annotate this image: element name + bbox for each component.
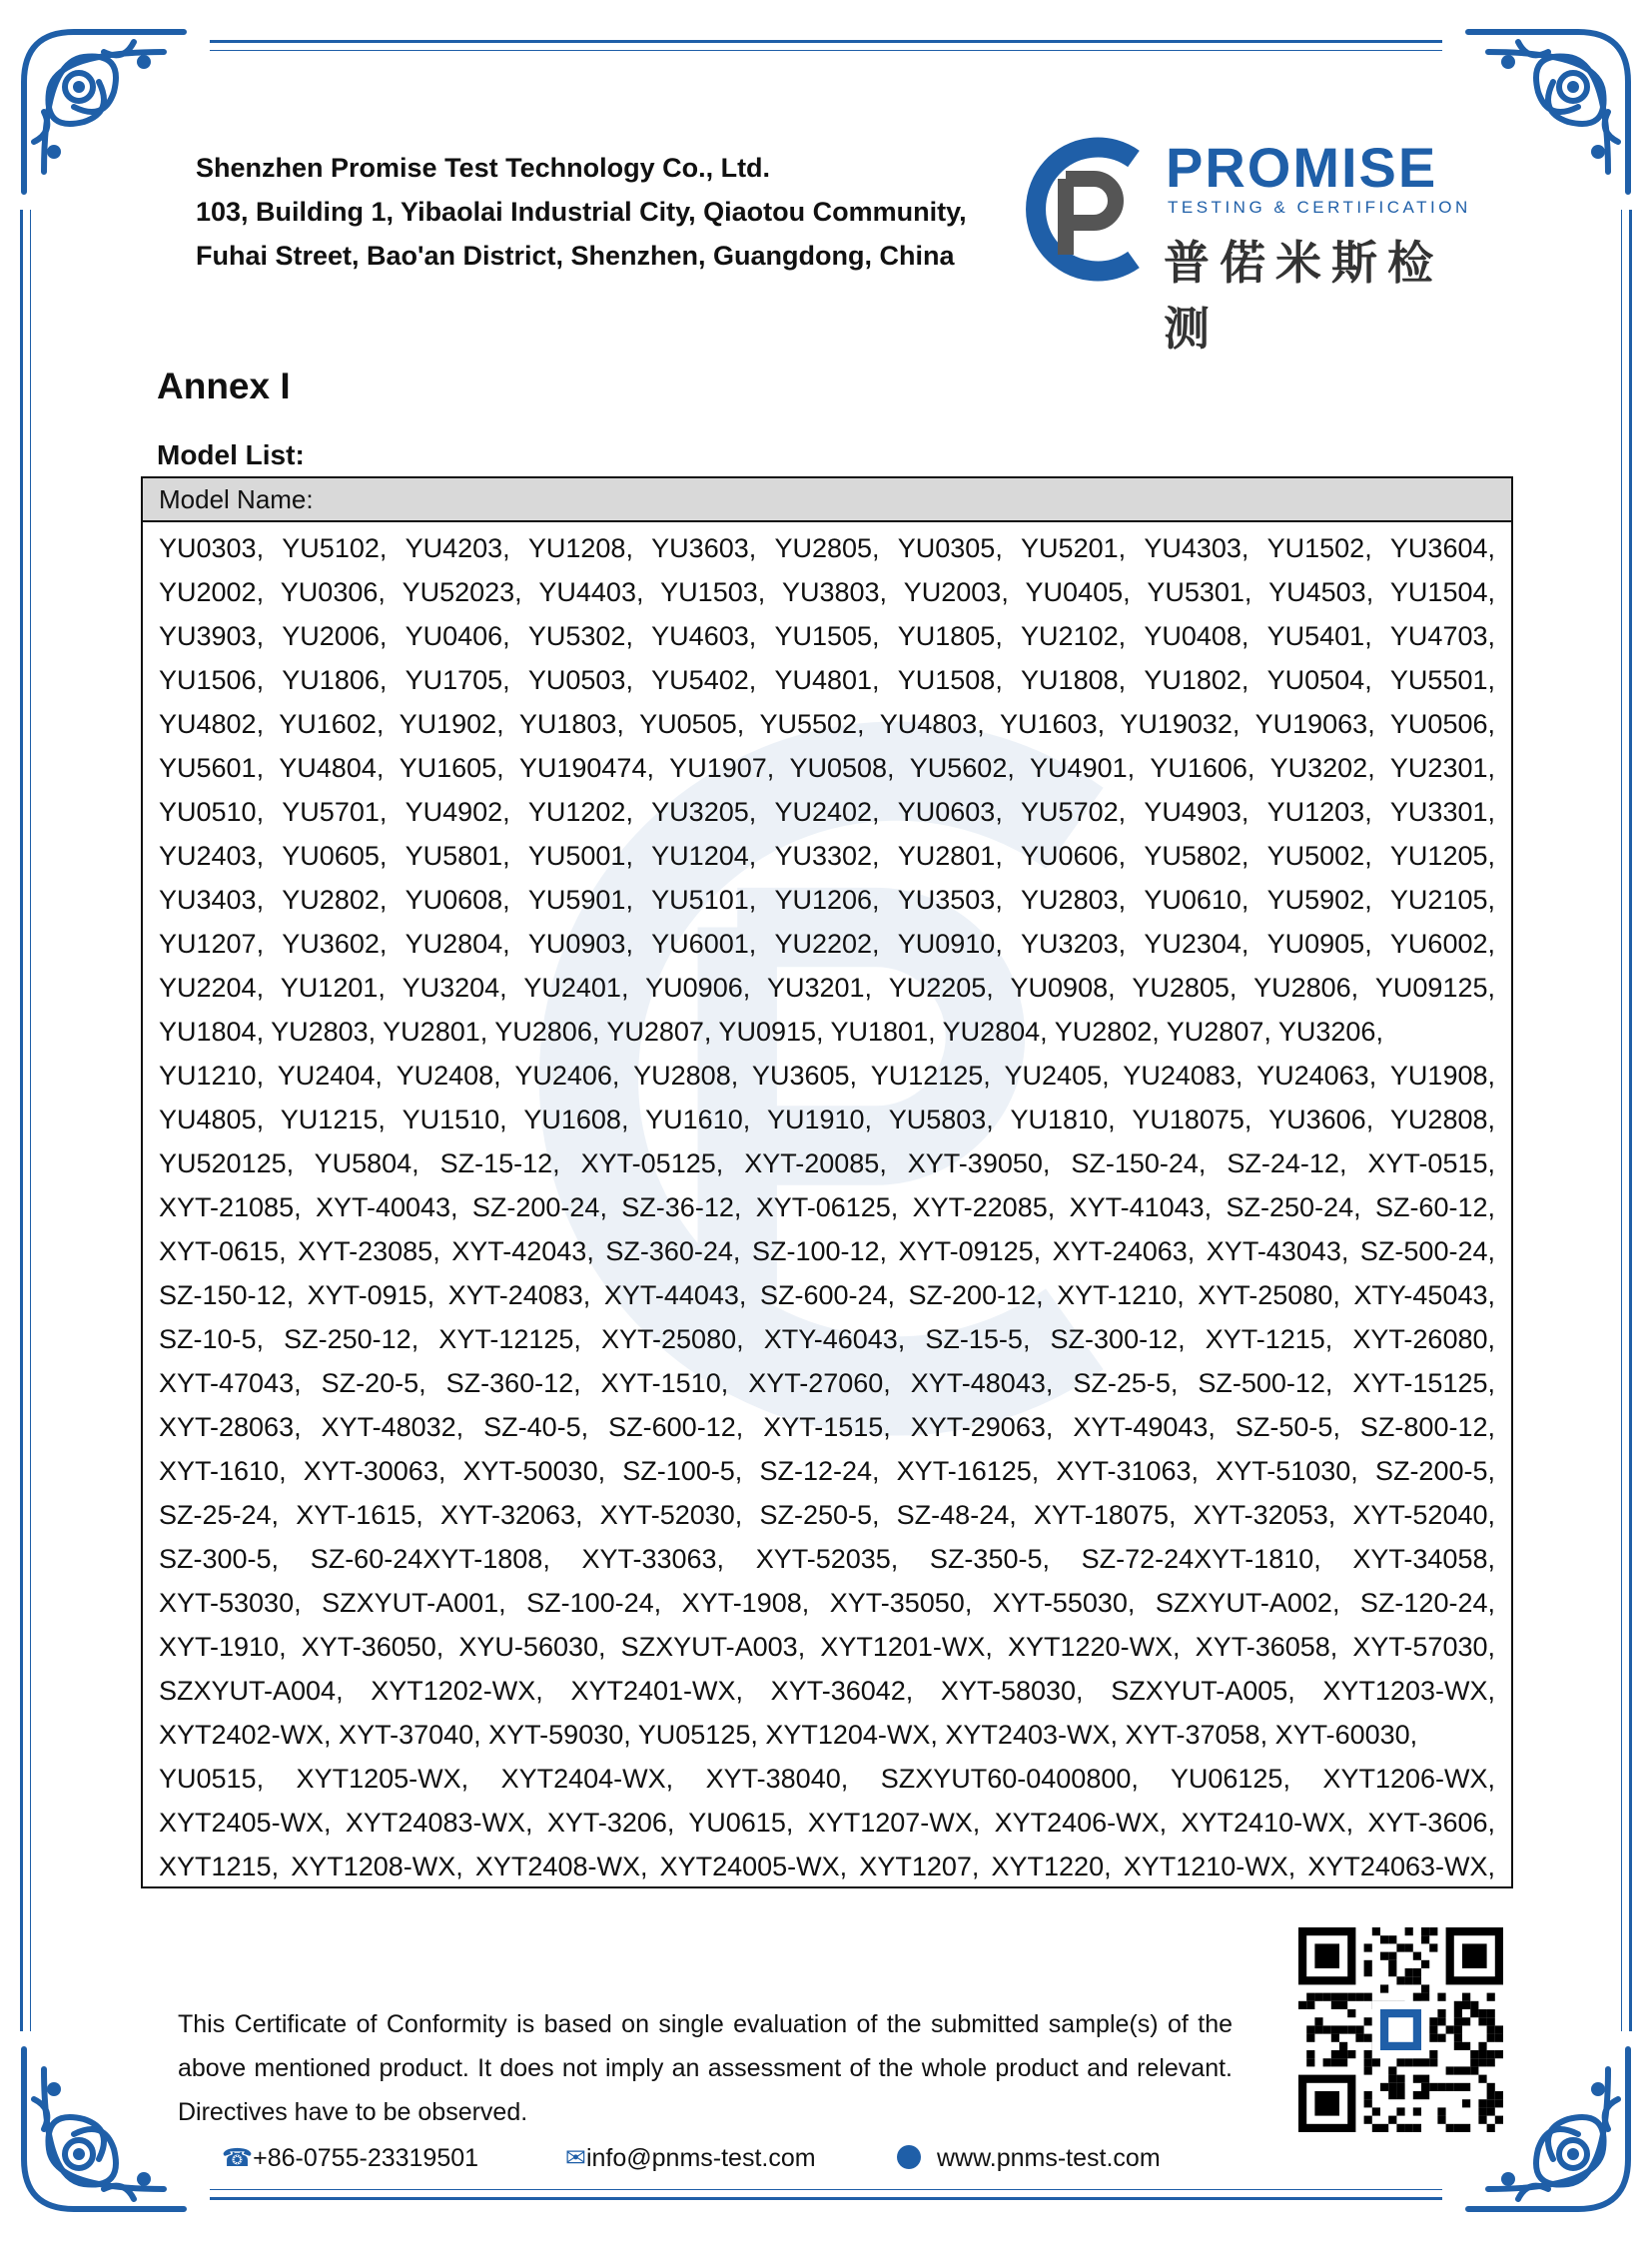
contact-phone	[222, 2143, 478, 2173]
model-row: XYT-1910, XYT-36050, XYU-56030, SZXYUT-A003, XYT1201-WX, XYT1220-WX, XYT-36058, XYT-57030,	[159, 1632, 1495, 1662]
logo-wordmark: PROMISE	[1166, 136, 1438, 199]
model-row: YU2403, YU0605, YU5801, YU5001, YU1204, YU3302, YU2801, YU0606, YU5802, YU5002, YU1205,	[159, 841, 1495, 871]
globe-icon	[897, 2145, 921, 2169]
model-row: SZ-25-24, XYT-1615, XYT-32063, XYT-52030, SZ-250-5, SZ-48-24, XYT-18075, XYT-32053, XYT-52040,	[159, 1500, 1495, 1530]
model-row: XYT-28063, XYT-48032, SZ-40-5, SZ-600-12, XYT-1515, XYT-29063, XYT-49043, SZ-50-5, SZ-800-12,	[159, 1412, 1495, 1442]
model-row: XYT-0615, XYT-23085, XYT-42043, SZ-360-24, SZ-100-12, XYT-09125, XYT-24063, XYT-43043, SZ-500-24,	[159, 1236, 1495, 1266]
model-row: YU520125, YU5804, SZ-15-12, XYT-05125, XYT-20085, XYT-39050, SZ-150-24, SZ-24-12, XYT-0515,	[159, 1148, 1495, 1178]
model-row: XYT1215, XYT1208-WX, XYT2408-WX, XYT24005-WX, XYT1207, XYT1220, XYT1210-WX, XYT24063-WX,	[159, 1852, 1495, 1881]
disclaimer-text: This Certificate of Conformity is based on single evaluation of the submitted sample(s) of the above mentioned product. It does not imply an assessment of the whole product and relevant. Directives have to be observed.	[178, 2010, 1233, 2126]
model-row: YU1210, YU2404, YU2408, YU2406, YU2808, YU3605, YU12125, YU2405, YU24083, YU24063, YU1908,	[159, 1061, 1495, 1091]
model-row: SZXYUT-A004, XYT1202-WX, XYT2401-WX, XYT-36042, XYT-58030, SZXYUT-A005, XYT1203-WX,	[159, 1676, 1495, 1706]
model-row: SZ-150-12, XYT-0915, XYT-24083, XYT-44043, SZ-600-24, SZ-200-12, XYT-1210, XYT-25080, XTY-45043,	[159, 1280, 1495, 1310]
envelope-icon: ✉	[565, 2144, 586, 2172]
phone-number: +86-0755-23319501	[253, 2144, 479, 2172]
contact-email	[565, 2143, 816, 2173]
model-row: XYT-47043, SZ-20-5, SZ-360-12, XYT-1510, XYT-27060, XYT-48043, SZ-25-5, SZ-500-12, XYT-15125,	[159, 1368, 1495, 1398]
phone-icon: ☎	[222, 2144, 254, 2172]
promise-logo	[1014, 135, 1483, 355]
annex-title: Annex I	[157, 366, 291, 406]
model-table-body	[143, 522, 1511, 1888]
corner-ornament-top-left	[14, 22, 194, 202]
address-line-2: Fuhai Street, Bao'an District, Shenzhen, Guangdong, China	[196, 241, 955, 271]
address-line-1: 103, Building 1, Yibaolai Industrial City, Qiaotou Community,	[196, 197, 967, 227]
model-row: XYT-1610, XYT-30063, XYT-50030, SZ-100-5, SZ-12-24, XYT-16125, XYT-31063, XYT-51030, SZ-200-5,	[159, 1456, 1495, 1486]
email-address[interactable]: info@pnms-test.com	[585, 2144, 816, 2172]
model-row: YU0515, XYT1205-WX, XYT2404-WX, XYT-38040, SZXYUT60-0400800, YU06125, XYT1206-WX,	[159, 1764, 1495, 1794]
company-address	[196, 146, 967, 278]
model-row: YU4802, YU1602, YU1902, YU1803, YU0505, YU5502, YU4803, YU1603, YU19032, YU19063, YU0506,	[159, 709, 1495, 739]
model-row: YU3403, YU2802, YU0608, YU5901, YU5101, YU1206, YU3503, YU2803, YU0610, YU5902, YU2105,	[159, 885, 1495, 915]
contact-website	[897, 2143, 1161, 2173]
model-row: YU3903, YU2006, YU0406, YU5302, YU4603, YU1505, YU1805, YU2102, YU0408, YU5401, YU4703,	[159, 621, 1495, 651]
model-row: YU0510, YU5701, YU4902, YU1202, YU3205, YU2402, YU0603, YU5702, YU4903, YU1203, YU3301,	[159, 797, 1495, 827]
model-row: XYT2402-WX, XYT-37040, XYT-59030, YU05125, XYT1204-WX, XYT2403-WX, XYT-37058, XYT-60030,	[159, 1720, 1418, 1750]
logo-chinese-name: 普偌米斯检测	[1164, 237, 1443, 355]
qr-code	[1298, 1927, 1503, 2132]
model-row: YU2002, YU0306, YU52023, YU4403, YU1503, YU3803, YU2003, YU0405, YU5301, YU4503, YU1504,	[159, 577, 1495, 607]
model-row: YU1804, YU2803, YU2801, YU2806, YU2807, YU0915, YU1801, YU2804, YU2802, YU2807, YU3206,	[159, 1017, 1383, 1047]
model-row: YU5601, YU4804, YU1605, YU190474, YU1907, YU0508, YU5602, YU4901, YU1606, YU3202, YU2301,	[159, 753, 1495, 783]
model-row: YU1207, YU3602, YU2804, YU0903, YU6001, YU2202, YU0910, YU3203, YU2304, YU0905, YU6002,	[159, 929, 1495, 959]
website-link[interactable]: www.pnms-test.com	[937, 2144, 1161, 2172]
model-table-header: Model Name:	[143, 478, 1511, 522]
model-row: XYT-53030, SZXYUT-A001, SZ-100-24, XYT-1908, XYT-35050, XYT-55030, SZXYUT-A002, SZ-120-24,	[159, 1588, 1495, 1618]
model-row: SZ-300-5, SZ-60-24XYT-1808, XYT-33063, XYT-52035, SZ-350-5, SZ-72-24XYT-1810, XYT-34058,	[159, 1544, 1495, 1574]
model-row: SZ-10-5, SZ-250-12, XYT-12125, XYT-25080, XTY-46043, SZ-15-5, SZ-300-12, XYT-1215, XYT-26080,	[159, 1324, 1495, 1354]
model-table	[141, 476, 1513, 1888]
model-row: XYT-21085, XYT-40043, SZ-200-24, SZ-36-12, XYT-06125, XYT-22085, XYT-41043, SZ-250-24, SZ-60-12,	[159, 1192, 1495, 1222]
company-name: Shenzhen Promise Test Technology Co., Ltd.	[196, 153, 771, 183]
logo-mark-icon	[1014, 137, 1159, 282]
corner-ornament-bottom-left	[14, 2039, 194, 2219]
model-row: YU4805, YU1215, YU1510, YU1608, YU1610, YU1910, YU5803, YU1810, YU18075, YU3606, YU2808,	[159, 1105, 1495, 1134]
model-row: YU2204, YU1201, YU3204, YU2401, YU0906, YU3201, YU2205, YU0908, YU2805, YU2806, YU09125,	[159, 973, 1495, 1003]
model-list-label: Model List:	[157, 439, 305, 470]
model-row: YU1506, YU1806, YU1705, YU0503, YU5402, YU4801, YU1508, YU1808, YU1802, YU0504, YU5501,	[159, 665, 1495, 695]
model-row: YU0303, YU5102, YU4203, YU1208, YU3603, YU2805, YU0305, YU5201, YU4303, YU1502, YU3604,	[159, 533, 1495, 563]
model-row: XYT2405-WX, XYT24083-WX, XYT-3206, YU0615, XYT1207-WX, XYT2406-WX, XYT2410-WX, XYT-3606,	[159, 1808, 1495, 1838]
corner-ornament-top-right	[1458, 22, 1638, 202]
logo-tagline: TESTING & CERTIFICATION	[1168, 198, 1471, 217]
